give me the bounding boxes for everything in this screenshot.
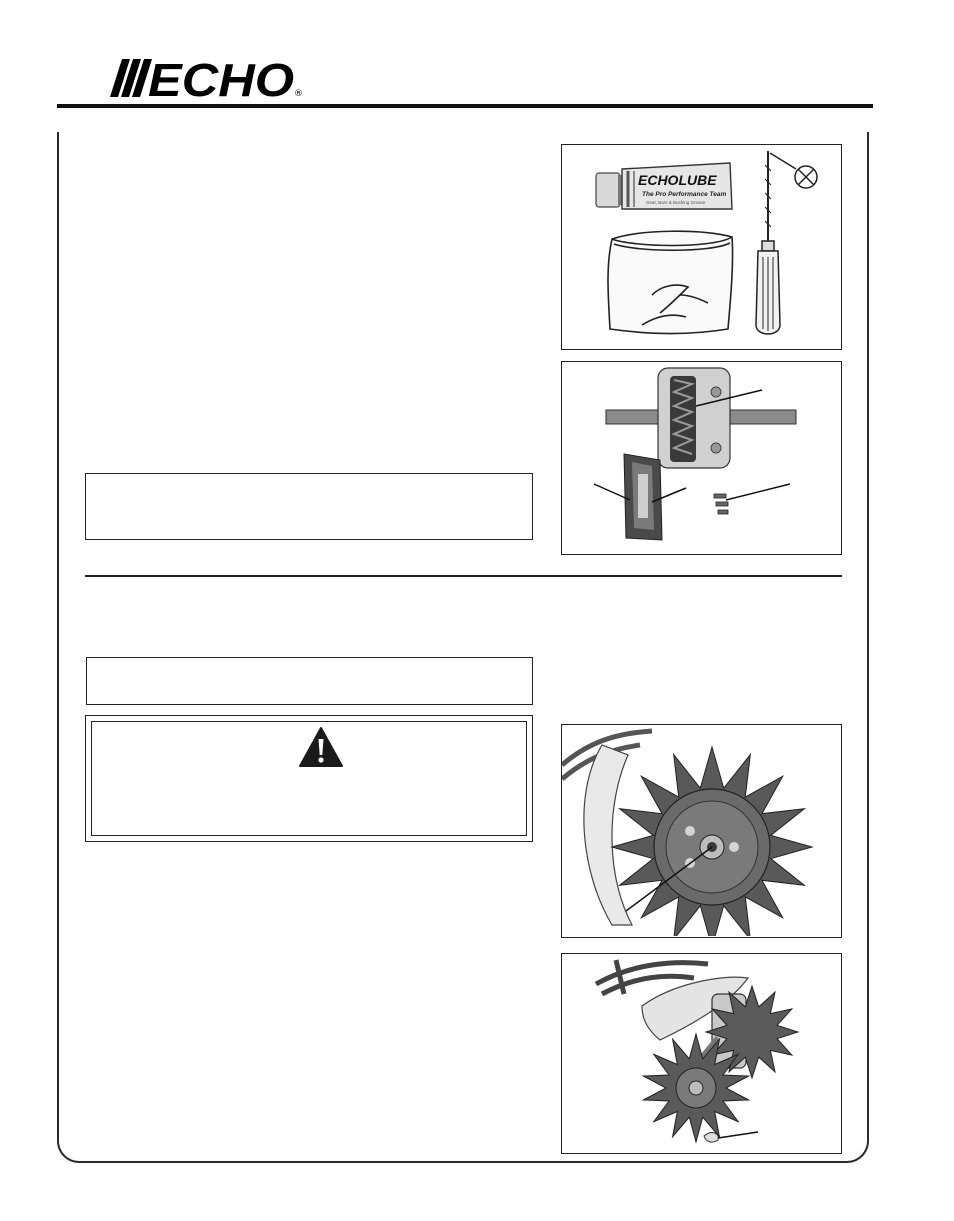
figure-tools — [561, 144, 842, 350]
warning-triangle-icon — [298, 726, 344, 768]
section-divider — [85, 575, 842, 577]
tine-photo — [562, 725, 840, 936]
tube-tagline: The Pro Performance Team — [642, 191, 727, 198]
shop-rag — [608, 231, 733, 333]
note-box-1 — [85, 473, 533, 540]
tools-illustration — [562, 145, 840, 348]
no-use-circle-x-icon — [770, 153, 817, 188]
tube-brand: ECHOLUBE — [638, 172, 717, 188]
figure-tine — [561, 724, 842, 938]
warning-box-inner — [91, 721, 527, 836]
note-box-2 — [86, 657, 533, 705]
tube-subtext: Gear, Bars & Bushing Grease — [646, 200, 706, 205]
registered-mark: ® — [294, 89, 303, 99]
brand-wordmark: ECHO — [148, 55, 295, 103]
figure-transmission — [561, 361, 842, 555]
echo-logo — [108, 55, 308, 103]
tine-removal-photo — [562, 954, 840, 1152]
warning-box — [85, 715, 533, 842]
transmission-photo — [562, 362, 840, 553]
grease-tube — [596, 163, 732, 209]
figure-tine-removal — [561, 953, 842, 1154]
screwdriver — [756, 151, 780, 334]
echo-logo-mark — [108, 55, 308, 103]
housing-cover — [624, 454, 662, 540]
header-rule — [57, 104, 873, 108]
